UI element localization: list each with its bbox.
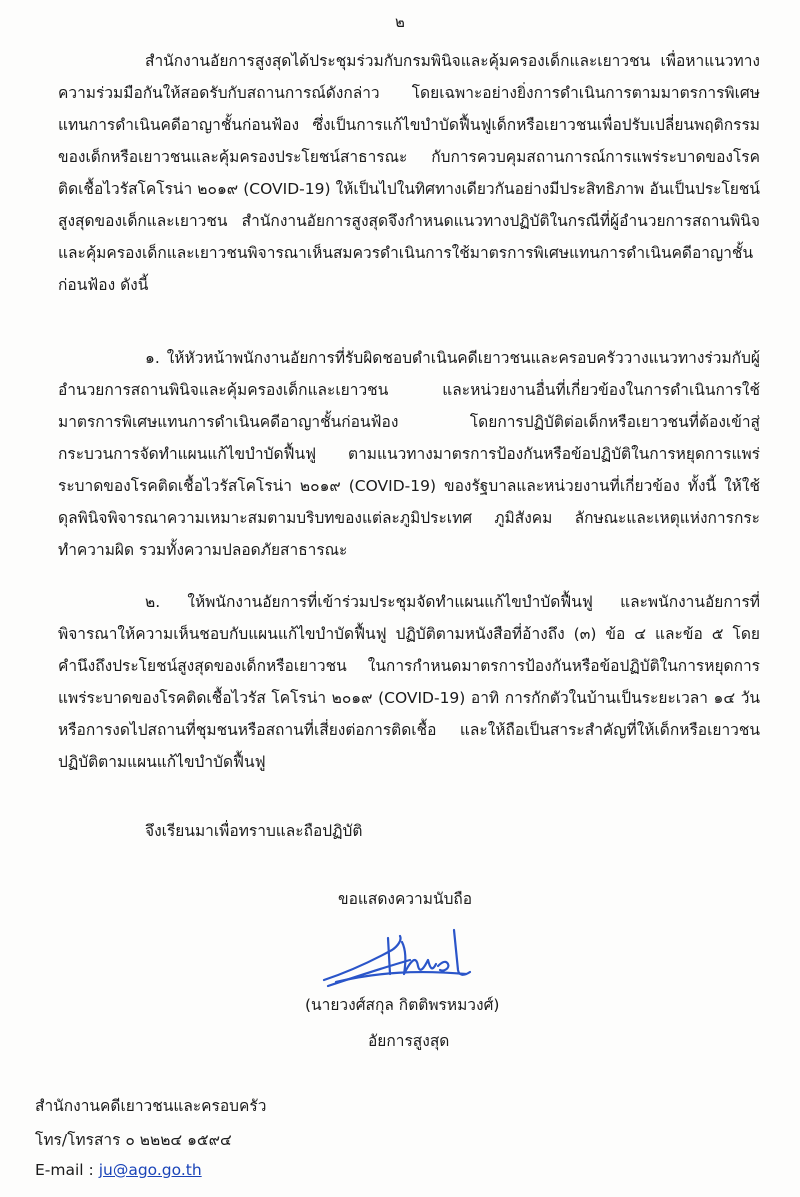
handwritten-signature [318,922,478,994]
signer-title: อัยการสูงสุด [368,1032,450,1050]
footer-phone: โทร/โทรสาร ๐ ๒๒๒๔ ๑๕๙๔ [35,1131,232,1149]
footer-department: สำนักงานคดีเยาวชนและครอบครัว [35,1097,267,1115]
regards-line: ขอแสดงความนับถือ [338,890,473,908]
closing-line: จึงเรียนมาเพื่อทราบและถือปฏิบัติ [145,822,363,840]
footer-email-line [35,1161,202,1179]
intro-paragraph: สำนักงานอัยการสูงสุดได้ประชุมร่วมกับกรมพินิจและคุ้มครองเด็กและเยาวชน เพื่อหาแนวทางความร่วมมือกันให้สอดรับกับสถานการณ์ดังกล่าว โดยเฉพาะอย่างยิ่งการดำเนินการตามมาตรการพิเศษแทนการดำเนินคดีอาญาชั้นก่อนฟ้อง ซึ่งเป็นการแก้ไขบำบัดฟื้นฟูเด็กหรือเยาวชนเพื่อปรับเปลี่ยนพฤติกรรมของเด็กหรือเยาวชนและคุ้มครองประโยชน์สาธารณะ กับการควบคุมสถานการณ์การแพร่ระบาดของโรคติดเชื้อไวรัสโคโรน่า ๒๐๑๙ (COVID-19) ให้เป็นไปในทิศทางเดียวกันอย่างมีประสิทธิภาพ อันเป็นประโยชน์สูงสุดของเด็กและเยาวชน สำนักงานอัยการสูงสุดจึงกำหนดแนวทางปฏิบัติในกรณีที่ผู้อำนวยการสถานพินิจและคุ้มครองเด็กและเยาวชนพิจารณาเห็นสมควรดำเนินการใช้มาตรการพิเศษแทนการดำเนินคดีอาญาชั้นก่อนฟ้อง ดังนี้ [58,52,760,294]
page-number: ๒ [395,13,405,31]
signer-name: (นายวงศ์สกุล กิตติพรหมวงศ์) [305,996,500,1014]
email-label: E-mail : [35,1161,99,1179]
item-2-paragraph: ๒. ให้พนักงานอัยการที่เข้าร่วมประชุมจัดทำแผนแก้ไขบำบัดฟื้นฟู และพนักงานอัยการที่พิจารณาให้ความเห็นชอบกับแผนแก้ไขบำบัดฟื้นฟู ปฏิบัติตามหนังสือที่อ้างถึง (๓) ข้อ ๔ และข้อ ๕ โดยคำนึงถึงประโยชน์สูงสุดของเด็กหรือเยาวชน ในการกำหนดมาตรการป้องกันหรือข้อปฏิบัติในการหยุดการแพร่ระบาดของโรคติดเชื้อไวรัส โคโรน่า ๒๐๑๙ (COVID-19) อาทิ การกักตัวในบ้านเป็นระยะเวลา ๑๔ วัน หรือการงดไปสถานที่ชุมชนหรือสถานที่เสี่ยงต่อการติดเชื้อ และให้ถือเป็นสาระสำคัญที่ให้เด็กหรือเยาวชนปฏิบัติตามแผนแก้ไขบำบัดฟื้นฟู [58,593,760,771]
item-1-paragraph: ๑. ให้หัวหน้าพนักงานอัยการที่รับผิดชอบดำเนินคดีเยาวชนและครอบครัววางแนวทางร่วมกับผู้อำนวยการสถานพินิจและคุ้มครองเด็กและเยาวชน และหน่วยงานอื่นที่เกี่ยวข้องในการดำเนินการใช้มาตรการพิเศษแทนการดำเนินคดีอาญาชั้นก่อนฟ้อง โดยการปฏิบัติต่อเด็กหรือเยาวชนที่ต้องเข้าสู่กระบวนการจัดทำแผนแก้ไขบำบัดฟื้นฟู ตามแนวทางมาตรการป้องกันหรือข้อปฏิบัติในการหยุดการแพร่ระบาดของโรคติดเชื้อไวรัสโคโรน่า ๒๐๑๙ (COVID-19) ของรัฐบาลและหน่วยงานที่เกี่ยวข้อง ทั้งนี้ ให้ใช้ดุลพินิจพิจารณาความเหมาะสมตามบริบทของแต่ละภูมิประเทศ ภูมิสังคม ลักษณะและเหตุแห่งการกระทำความผิด รวมทั้งความปลอดภัยสาธารณะ [58,349,760,559]
email-link[interactable]: ju@ago.go.th [98,1161,202,1179]
